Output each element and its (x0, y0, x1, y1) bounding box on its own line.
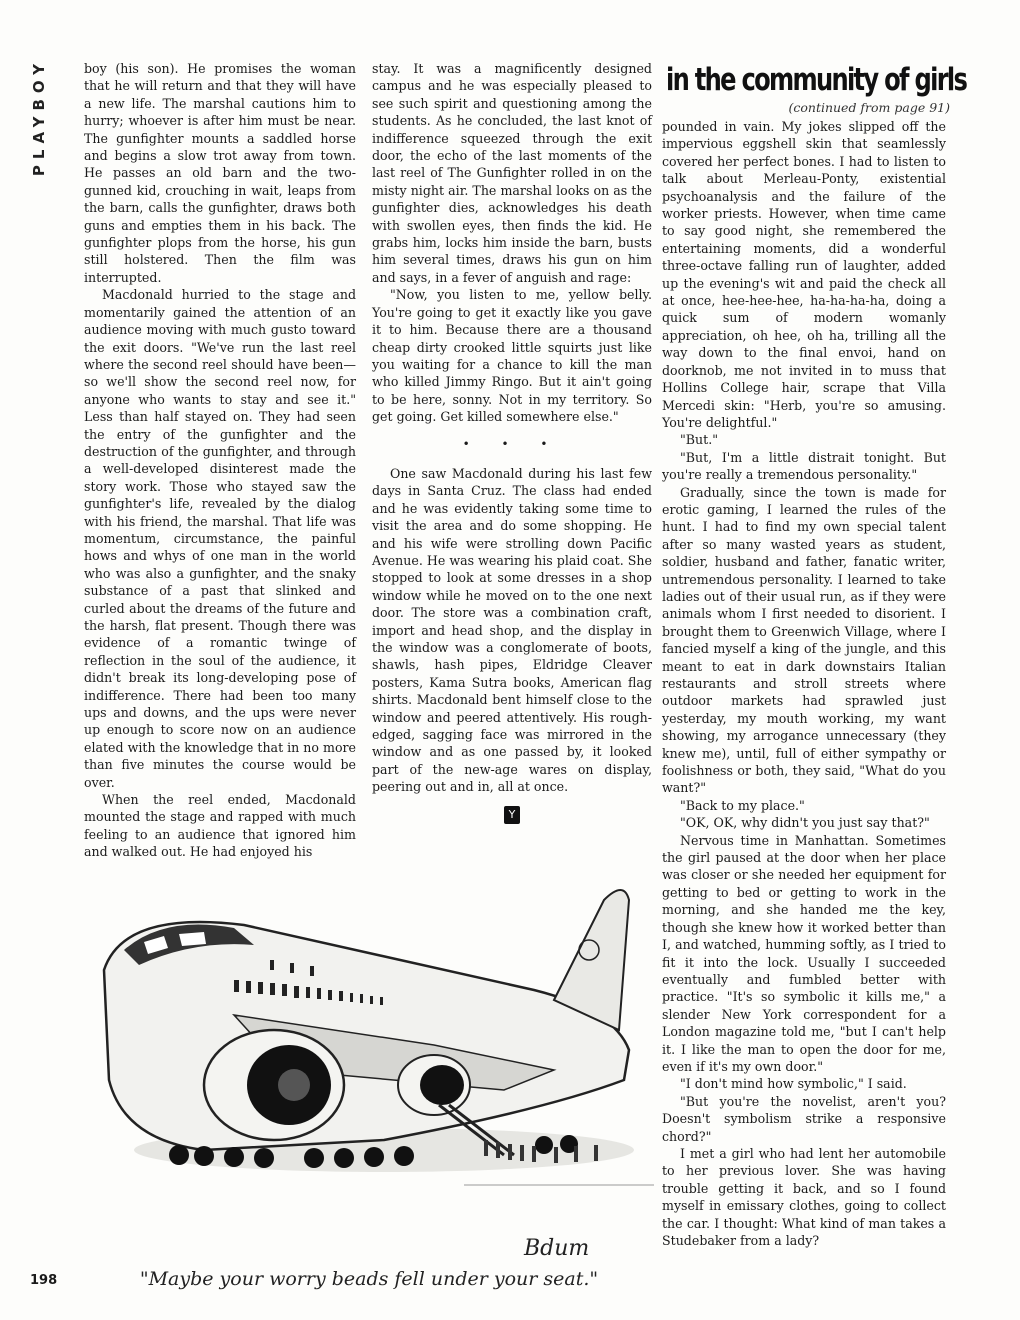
paragraph: Nervous time in Manhattan. Sometimes the girl paused at the door when her place was closer or she needed her equipment for getting to bed or getting to work in the morning, and she handed me the key, though she knew how it worked better than I, and watched, humming softly, as I tried to fit it into the lock. Usually I succeeded eventually and fumbled better with practice. "It's so symbolic it kills me," a slender New York correspondent for a London magazine told me, "but I can't help it. I like the man to open the door for me, even if it's my own door." (662, 832, 946, 1074)
paragraph: I met a girl who had lent her automobile to her previous lover. She was having trouble getting it back, and so I found myself in emissary clothes, going to collect the car. I thought: What kind of man takes a Studebaker from a lady? (662, 1145, 946, 1248)
paragraph: pounded in vain. My jokes slipped off the impervious eggshell skin that seamlessly covered her perfect bones. I had to listen to talk about Merleau-Ponty, existential psychoanalysis and the failure of the worker priests. However, when time came to say good night, she remembered the entertaining moments, did a wonderful three-octave falling run of laughter, added up the evening's wit and paid the check all at once, hee-hee-hee, ha-ha-ha-ha, doing a quick sum of modern womanly appreciation, oh hee, oh ha, trilling all the way down to the final envoi, hand on doorknob, me not invited in to muss that Hollins College hair, scrape that Villa Mercedi skin: "Herb, you're so amusing. You're delightful." (662, 119, 946, 430)
article-headline: in the community of girls (666, 62, 967, 98)
paragraph: One saw Macdonald during his last few days in Santa Cruz. The class had ended and he was evidently taking some time to visit the area and do some shopping. He and his wife were strolling down Pacific Avenue. He was wearing his plaid coat. She stopped to look at some dresses in a shop window while he moved on to the one next door. The store was a combination craft, import and head shop, and the display in the window was a conglomerate of boots, shawls, hash pipes, Eldridge Cleaver posters, Kama Sutra books, American flag shirts. Macdonald bent himself close to the window and peered attentively. His rough-edged, sagging face was mirrored in the window and as one passed by, it looked part of the new-age wares on display, peering out and in, all at once. (372, 465, 652, 795)
continued-note: (continued from page 91) (788, 100, 950, 115)
paragraph: boy (his son). He promises the woman that he will return and that they will have a new life. The marshal cautions him to hurry; whoever is after him must be near. The gunfighter mounts a saddled horse and begins a slow trot away from town. He passes an old barn and the two-gunned kid, crouching in wait, leaps from the barn, calls the gunfighter, draws both guns and empties them in his back. The gunfighter plops from the horse, his gun still holstered. Then the film was interrupted. (84, 61, 356, 285)
paragraph: Macdonald hurried to the stage and momentarily gained the attention of an audience moving with much gusto toward the exit doors. "We've run the last reel where the second reel should have been—so we'll show the second reel now, for anyone who wants to stay and see it." Less than half stayed on. They had seen the entry of the gunfighter and the destruction of the gunfighter, and through a well-developed disinterest made the story work. Those who stayed saw the gunfighter's life, revealed by the dialog with his friend, the marshal. That life was momentum, circumstance, the painful hows and whys of one man in the world who was also a gunfighter, and the snaky substance of a past that slinked and curled about the dreams of the future and the harsh, flat present. Though there was evidence of a romantic twinge of reflection in the soul of the audience, it didn't break its long-developing pose of indifference. There had been too many ups and downs, and the ups were never up enough to score now on an audience elated with the knowledge that in no more than five minutes the course would be over. (84, 287, 356, 790)
paragraph: "Now, you listen to me, yellow belly. You're going to get it exactly like you gave it to him. Because there are a thousand cheap dirty crooked little squirts just like you waiting for a chance to kill the man who killed Jimmy Ringo. But it ain't going to be here, sonny. Not in my territory. So get going. Get killed somewhere else." (372, 287, 652, 425)
article-column-1 (84, 60, 356, 861)
end-mark-icon: Y (504, 806, 520, 824)
paragraph: When the reel ended, Macdonald mounted the stage and rapped with much feeling to an audience that ignored him and walked out. He had enjoyed his (84, 792, 356, 860)
paragraph: Gradually, since the town is made for erotic gaming, I learned the rules of the hunt. I had to find my own special talent after so many wasted years as student, soldier, husband and father, fanatic writer, untremendous personality. I learned to take ladies out of their usual run, as if they were animals whom I first needed to disorient. I brought them to Greenwich Village, where I fancied myself a king of the jungle, and this meant to eat in dark downstairs Italian restaurants and stroll streets where outdoor markets had sprawled just yesterday, my mouth working, my want showing, my arrogance unnecessary (they knew me), until, full of either sympathy or foolishness or both, they said, "What do you want?" (662, 484, 946, 796)
page-number: 198 (30, 1273, 58, 1288)
article-column-3 (662, 118, 946, 1249)
masthead-vertical: PLAYBOY (30, 58, 48, 177)
paragraph: "But, I'm a little distrait tonight. But you're really a tremendous personality." (662, 449, 946, 483)
cartoonist-signature: Bdum (524, 1236, 590, 1261)
paragraph: "OK, OK, why didn't you just say that?" (680, 815, 930, 831)
section-break: • • • (462, 436, 562, 451)
paragraph: "But you're the novelist, aren't you? Doesn't symbolism strike a responsive chord?" (662, 1093, 946, 1144)
article-column-2 (372, 60, 652, 824)
cartoon-airplane-illustration (84, 840, 654, 1270)
paragraph: "Back to my place." (680, 797, 805, 813)
paragraph: stay. It was a magnificently designed campus and he was especially pleased to see such spirit and questioning among the students. As he concluded, the last knot of indifference squeezed through the exit door, the echo of the last moments of the last reel of The Gunfighter rolled in on the misty night air. The marshal looks on as the gunfighter dies, acknowledges his death with swollen eyes, then finds the kid. He grabs him, locks him inside the barn, busts him several times, draws his gun on him and says, in a fever of anguish and rage: (372, 61, 652, 285)
paragraph: "But." (680, 432, 719, 448)
cartoon-caption: "Maybe your worry beads fell under your seat." (139, 1268, 599, 1290)
paragraph: "I don't mind how symbolic," I said. (680, 1076, 907, 1092)
